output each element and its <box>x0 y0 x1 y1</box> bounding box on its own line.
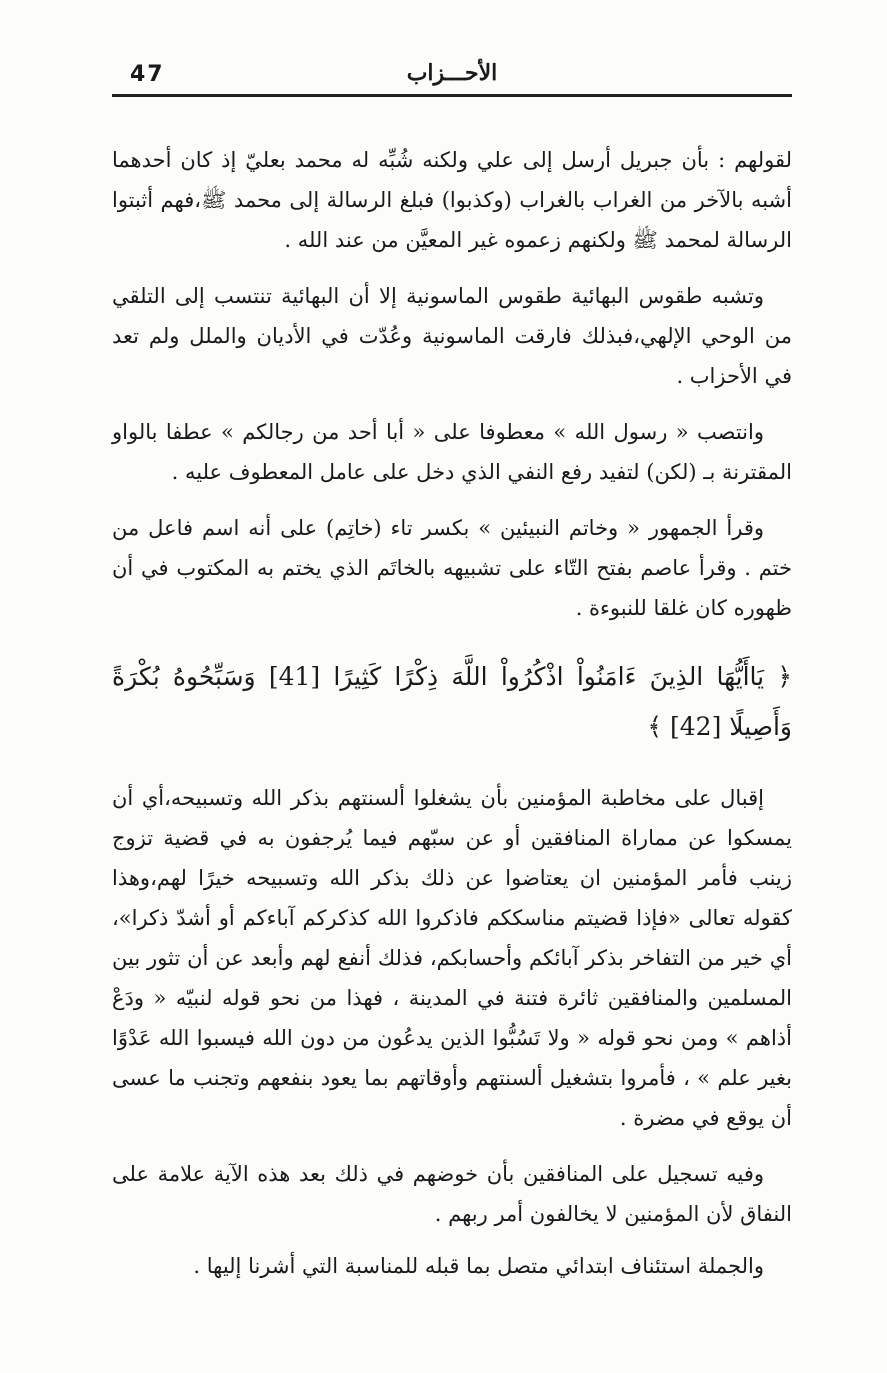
running-title: الأحـــزاب <box>406 60 498 86</box>
commentary-paragraph: والجملة استئناف ابتدائي متصل بما قبله للمناسبة التي أشرنا إليها . <box>193 1254 764 1278</box>
paragraph: وتشبه طقوس البهائية طقوس الماسونية إلا أن البهائية تنتسب إلى التلقي من الوحي الإلهي،فبذلك فارقت الماسونية وعُدّت في الأديان والملل ولم تعد في الأحزاب . <box>112 284 792 388</box>
paragraph: لقولهم : بأن جبريل أرسل إلى علي ولكنه شُبِّه له محمد بعليّ إذ كان أحدهما أشبه بالآخر من الغراب بالغراب (وكذبوا) فبلغ الرسالة إلى محمد ﷺ،فهم أثبتوا الرسالة لمحمد ﷺ ولكنهم زعموه غير المعيَّن من عند الله . <box>112 148 792 252</box>
page-header <box>112 60 792 97</box>
commentary-paragraph: وفيه تسجيل على المنافقين بأن خوضهم في ذلك بعد هذه الآية علامة على النفاق لأن المؤمنين لا يخالفون أمر ربهم . <box>112 1162 792 1226</box>
page-body <box>112 140 792 1298</box>
commentary-paragraph: إقبال على مخاطبة المؤمنين بأن يشغلوا ألسنتهم بذكر الله وتسبيحه،أي أن يمسكوا عن مماراة المنافقين أو عن سبّهم فيما يُرجفون به في قضية تزوج زينب فأمر المؤمنين ان يعتاضوا عن ذلك بذكر الله وتسبيحه خيرًا لهم،وهذا كقوله تعالى «فإذا قضيتم مناسككم فاذكروا الله كذكركم آباءكم أو أشدّ ذكرا»، أي خير من التفاخر بذكر آبائكم وأحسابكم، فذلك أنفع لهم وأبعد عن أن تثور بين المسلمين والمنافقين ثائرة فتنة في المدينة ، فهذا من نحو قوله لنبيّه « ودَعْ أذاهم » ومن نحو قوله « ولا تَسُبُّوا الذين يدعُون من دون الله فيسبوا الله عَدْوًا بغير علم » ، فأمروا بتشغيل ألسنتهم وأوقاتهم بما يعود بنفعهم وتجنب ما عسى أن يوقع في مضرة . <box>112 786 792 1130</box>
quran-verse: ﴿ يَاأَيُّهَا الذِينَ ءَامَنُواْ اذْكُرُواْ اللَّهَ ذِكْرًا كَثِيرًا [41] وَسَبِّحُوهُ بُكْرَةً وَأَصِيلًا [42] ﴾ <box>112 662 792 741</box>
page-number: 47 <box>130 62 165 87</box>
paragraph: وقرأ الجمهور « وخاتم النبيئين » بكسر تاء (خاتِم) على أنه اسم فاعل من ختم . وقرأ عاصم بفتح التّاء على تشبيهه بالخاتَم الذي يختم به المكتوب في أن ظهوره كان غلقا للنبوءة . <box>112 516 792 620</box>
paragraph: وانتصب « رسول الله » معطوفا على « أبا أحد من رجالكم » عطفا بالواو المقترنة بـ (لكن) لتفيد رفع النفي الذي دخل على عامل المعطوف عليه . <box>112 420 792 484</box>
